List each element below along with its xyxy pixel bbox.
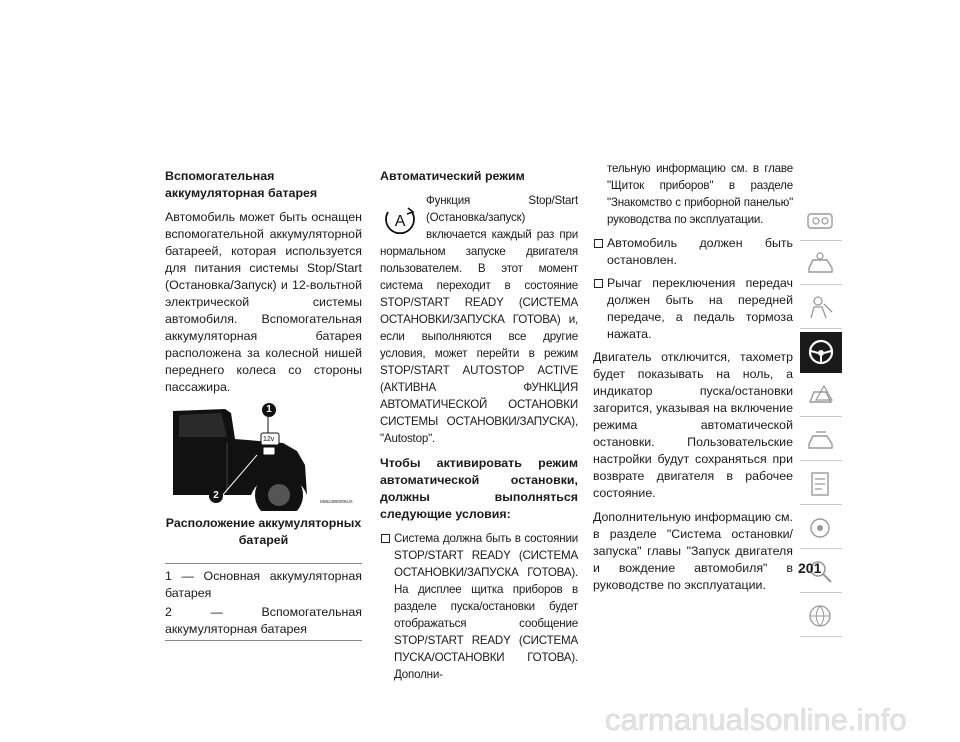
right-column <box>593 160 793 601</box>
dashboard-icon <box>806 206 836 234</box>
safety-icon <box>806 294 836 322</box>
auto-mode-paragraph <box>380 192 578 447</box>
tab-service[interactable] <box>800 420 842 461</box>
service-icon <box>806 426 836 454</box>
callout-1: 1 <box>262 403 276 417</box>
steering-wheel-icon <box>806 338 836 366</box>
tab-specs[interactable] <box>800 464 842 505</box>
bullet-text: Рычаг переключения передач должен быть на передней передаче, а педаль тормоза нажата. <box>607 276 793 341</box>
bullet-item <box>593 275 793 343</box>
bullet-text: Автомобиль должен быть остановлен. <box>607 236 793 267</box>
specifications-icon <box>806 470 836 498</box>
section-heading-auto-mode: Автоматический режим <box>380 169 525 183</box>
middle-column <box>380 168 578 689</box>
tab-emergency[interactable] <box>800 376 842 417</box>
continuation-text: тельную информацию см. в главе "Щиток приборов" в разделе "Знакомство с приборной панелью" руководства по эксплуатации. <box>607 162 793 226</box>
legend-divider <box>165 640 362 641</box>
multimedia-icon <box>806 514 836 542</box>
bullet-item <box>380 530 578 683</box>
checkbox-bullet-icon <box>594 239 603 248</box>
legend-item-2: 2 — Вспомогательная аккумуляторная батарея <box>165 605 362 636</box>
tab-multimedia[interactable] <box>800 508 842 549</box>
languages-icon <box>806 602 836 630</box>
car-controls-icon <box>806 250 836 278</box>
callout-2: 2 <box>209 489 223 503</box>
bullet-item <box>593 235 793 269</box>
watermark <box>603 694 933 740</box>
engine-off-paragraph: Двигатель отключится, тахометр будет показывать на ноль, а индикатор пуска/остановки загорится, указывая на включение режима автоматической остановки. Пользовательские настройки будут сохраняться при возврате двигателя в рабочее состояние. <box>593 350 793 500</box>
bullet-text: Система должна быть в состоянии STOP/START READY (СИСТЕМА ОСТАНОВКИ/ЗАПУСКА ГОТОВА). На дисплее щитка приборов в разделе пуска/остановки будет отображаться сообщение STOP/START READY (СИСТЕМА ПУСКА/ОСТАНОВКИ ГОТОВА). Дополни- <box>394 532 578 681</box>
svg-text:carmanualsonline.info: carmanualsonline.info <box>605 702 907 737</box>
figure-code: M0624090006US <box>320 499 353 504</box>
auto-mode-text: Функция Stop/Start (Остановка/запуск) включается каждый раз при нормальном запуске двигателя пользователем. В этот момент система переходит в состояние STOP/START READY (СИСТЕМА ОСТАНОВКИ/ЗАПУСКА ГОТОВА) и, если выполняются все другие условия, может перейти в режим STOP/START AUTOSTOP ACTIVE (АКТИВНА ФУНКЦИЯ АВТОМАТИЧЕСКОЙ ОСТАНОВКИ СИСТЕМЫ ОСТАНОВКИ/ЗАПУСКА), "Autostop". <box>380 194 578 445</box>
tab-controls[interactable] <box>800 244 842 285</box>
left-column <box>165 168 362 641</box>
figure-legend <box>165 563 362 638</box>
tab-languages[interactable] <box>800 596 842 637</box>
tab-safety[interactable] <box>800 288 842 329</box>
tab-dashboard[interactable] <box>800 200 842 241</box>
figure-caption: Расположение аккумуляторных батарей <box>165 516 362 547</box>
vehicle-illustration <box>165 403 362 511</box>
more-info-paragraph: Дополнительную информацию см. в разделе "Система остановки/запуска" главы "Запуск двигателя и вождение автомобиля" в руководстве по эксплуатации. <box>593 510 793 592</box>
tab-driving[interactable] <box>800 332 842 373</box>
legend-item-1: 1 — Основная аккумуляторная батарея <box>165 569 362 600</box>
battery-location-figure <box>165 403 362 511</box>
auto-stop-icon <box>382 202 418 236</box>
conditions-heading: Чтобы активировать режим автоматической остановки, должны выполняться следующие условия: <box>380 456 578 521</box>
label-12v: 12v <box>263 436 275 443</box>
svg-text:A: A <box>394 213 406 230</box>
checkbox-bullet-icon <box>381 534 390 543</box>
emergency-icon <box>806 382 836 410</box>
section-heading-aux-battery: Вспомогательная аккумуляторная батарея <box>165 169 318 200</box>
page-number: 201 <box>798 560 822 576</box>
checkbox-bullet-icon <box>594 279 603 288</box>
aux-battery-paragraph: Автомобиль может быть оснащен вспомогательной аккумуляторной батареей, которая используется для питания системы Stop/Start (Остановка/Запуск) и 12-вольтной электрической системы автомобиля. Вспомогательная аккумуляторная батарея расположена за колесной нишей переднего колеса со стороны пассажира. <box>165 210 362 394</box>
